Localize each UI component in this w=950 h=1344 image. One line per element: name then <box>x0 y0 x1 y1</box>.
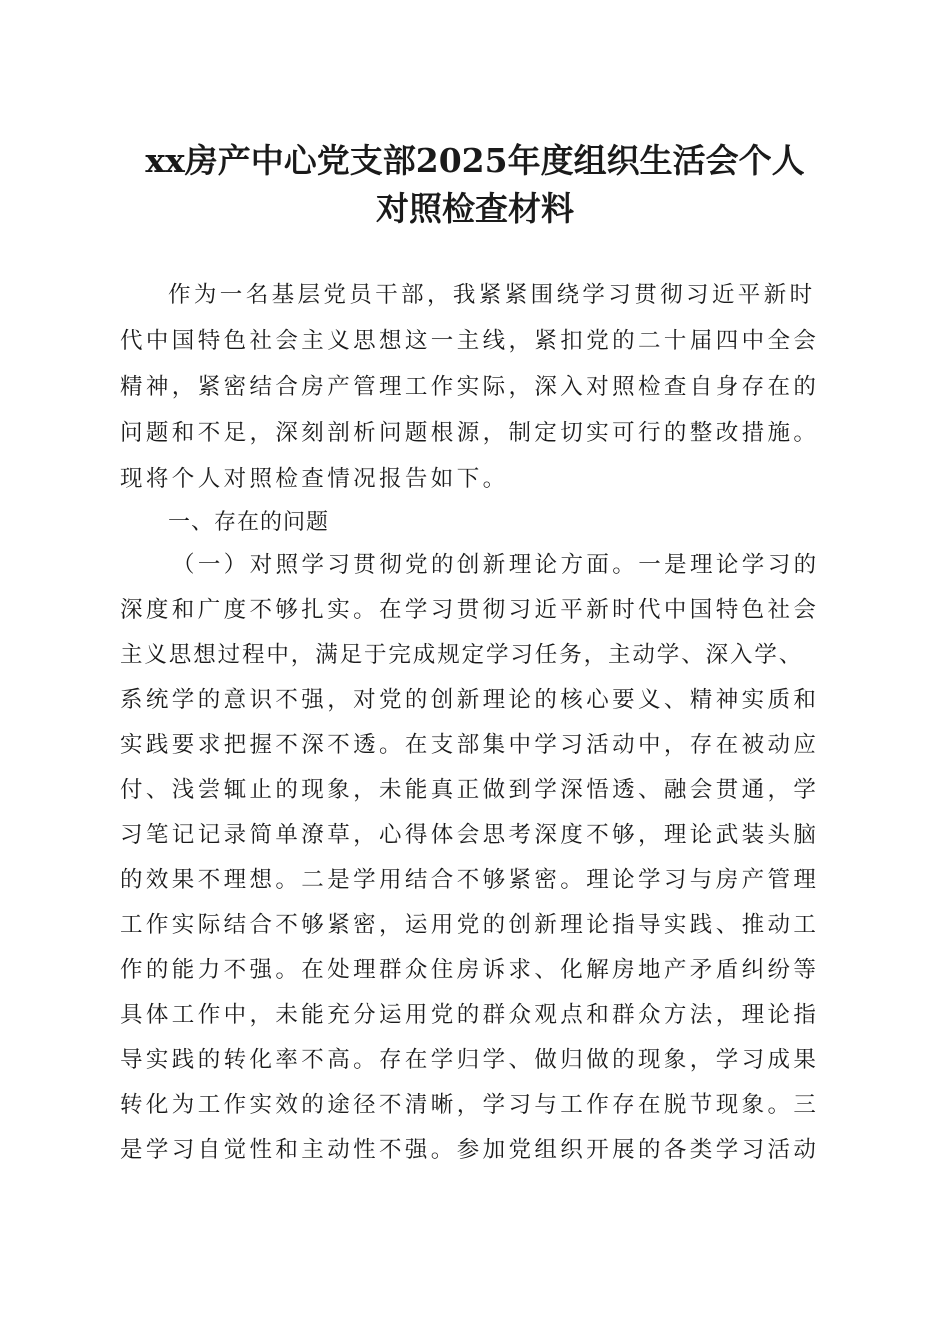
body-line: 导实践的转化率不高。存在学归学、做归做的现象，学习成果 <box>120 1047 820 1073</box>
body-line: （一）对照学习贯彻党的创新理论方面。一是理论学习的 <box>172 552 820 578</box>
body-line: 具体工作中，未能充分运用党的群众观点和群众方法，理论指 <box>120 1002 820 1028</box>
section-heading: 一、存在的问题 <box>168 510 330 535</box>
intro-line: 精神，紧密结合房产管理工作实际，深入对照检查自身存在的 <box>120 374 820 400</box>
intro-line: 问题和不足，深刻剖析问题根源，制定切实可行的整改措施。 <box>120 420 820 446</box>
body-line: 的效果不理想。二是学用结合不够紧密。理论学习与房产管理 <box>120 867 820 893</box>
body-line: 作的能力不强。在处理群众住房诉求、化解房地产矛盾纠纷等 <box>120 957 820 983</box>
body-line: 是学习自觉性和主动性不强。参加党组织开展的各类学习活动 <box>120 1137 820 1163</box>
body-line: 系统学的意识不强，对党的创新理论的核心要义、精神实质和 <box>120 687 820 713</box>
body-line: 实践要求把握不深不透。在支部集中学习活动中，存在被动应 <box>120 732 820 758</box>
document-title-line-1: xx房产中心党支部2025年度组织生活会个人 <box>145 141 805 180</box>
intro-line: 现将个人对照检查情况报告如下。 <box>120 466 509 492</box>
body-line: 主义思想过程中，满足于完成规定学习任务，主动学、深入学、 <box>120 642 804 668</box>
body-line: 转化为工作实效的途径不清晰，学习与工作存在脱节现象。三 <box>120 1092 820 1118</box>
body-line: 习笔记记录简单潦草，心得体会思考深度不够，理论武装头脑 <box>120 822 820 848</box>
document-title-line-2: 对照检查材料 <box>376 189 574 228</box>
intro-line: 代中国特色社会主义思想这一主线，紧扣党的二十届四中全会 <box>120 328 820 354</box>
intro-line: 作为一名基层党员干部，我紧紧围绕学习贯彻习近平新时 <box>168 282 816 308</box>
body-line: 深度和广度不够扎实。在学习贯彻习近平新时代中国特色社会 <box>120 597 820 623</box>
body-line: 工作实际结合不够紧密，运用党的创新理论指导实践、推动工 <box>120 912 820 938</box>
body-line: 付、浅尝辄止的现象，未能真正做到学深悟透、融会贯通，学 <box>120 777 820 803</box>
